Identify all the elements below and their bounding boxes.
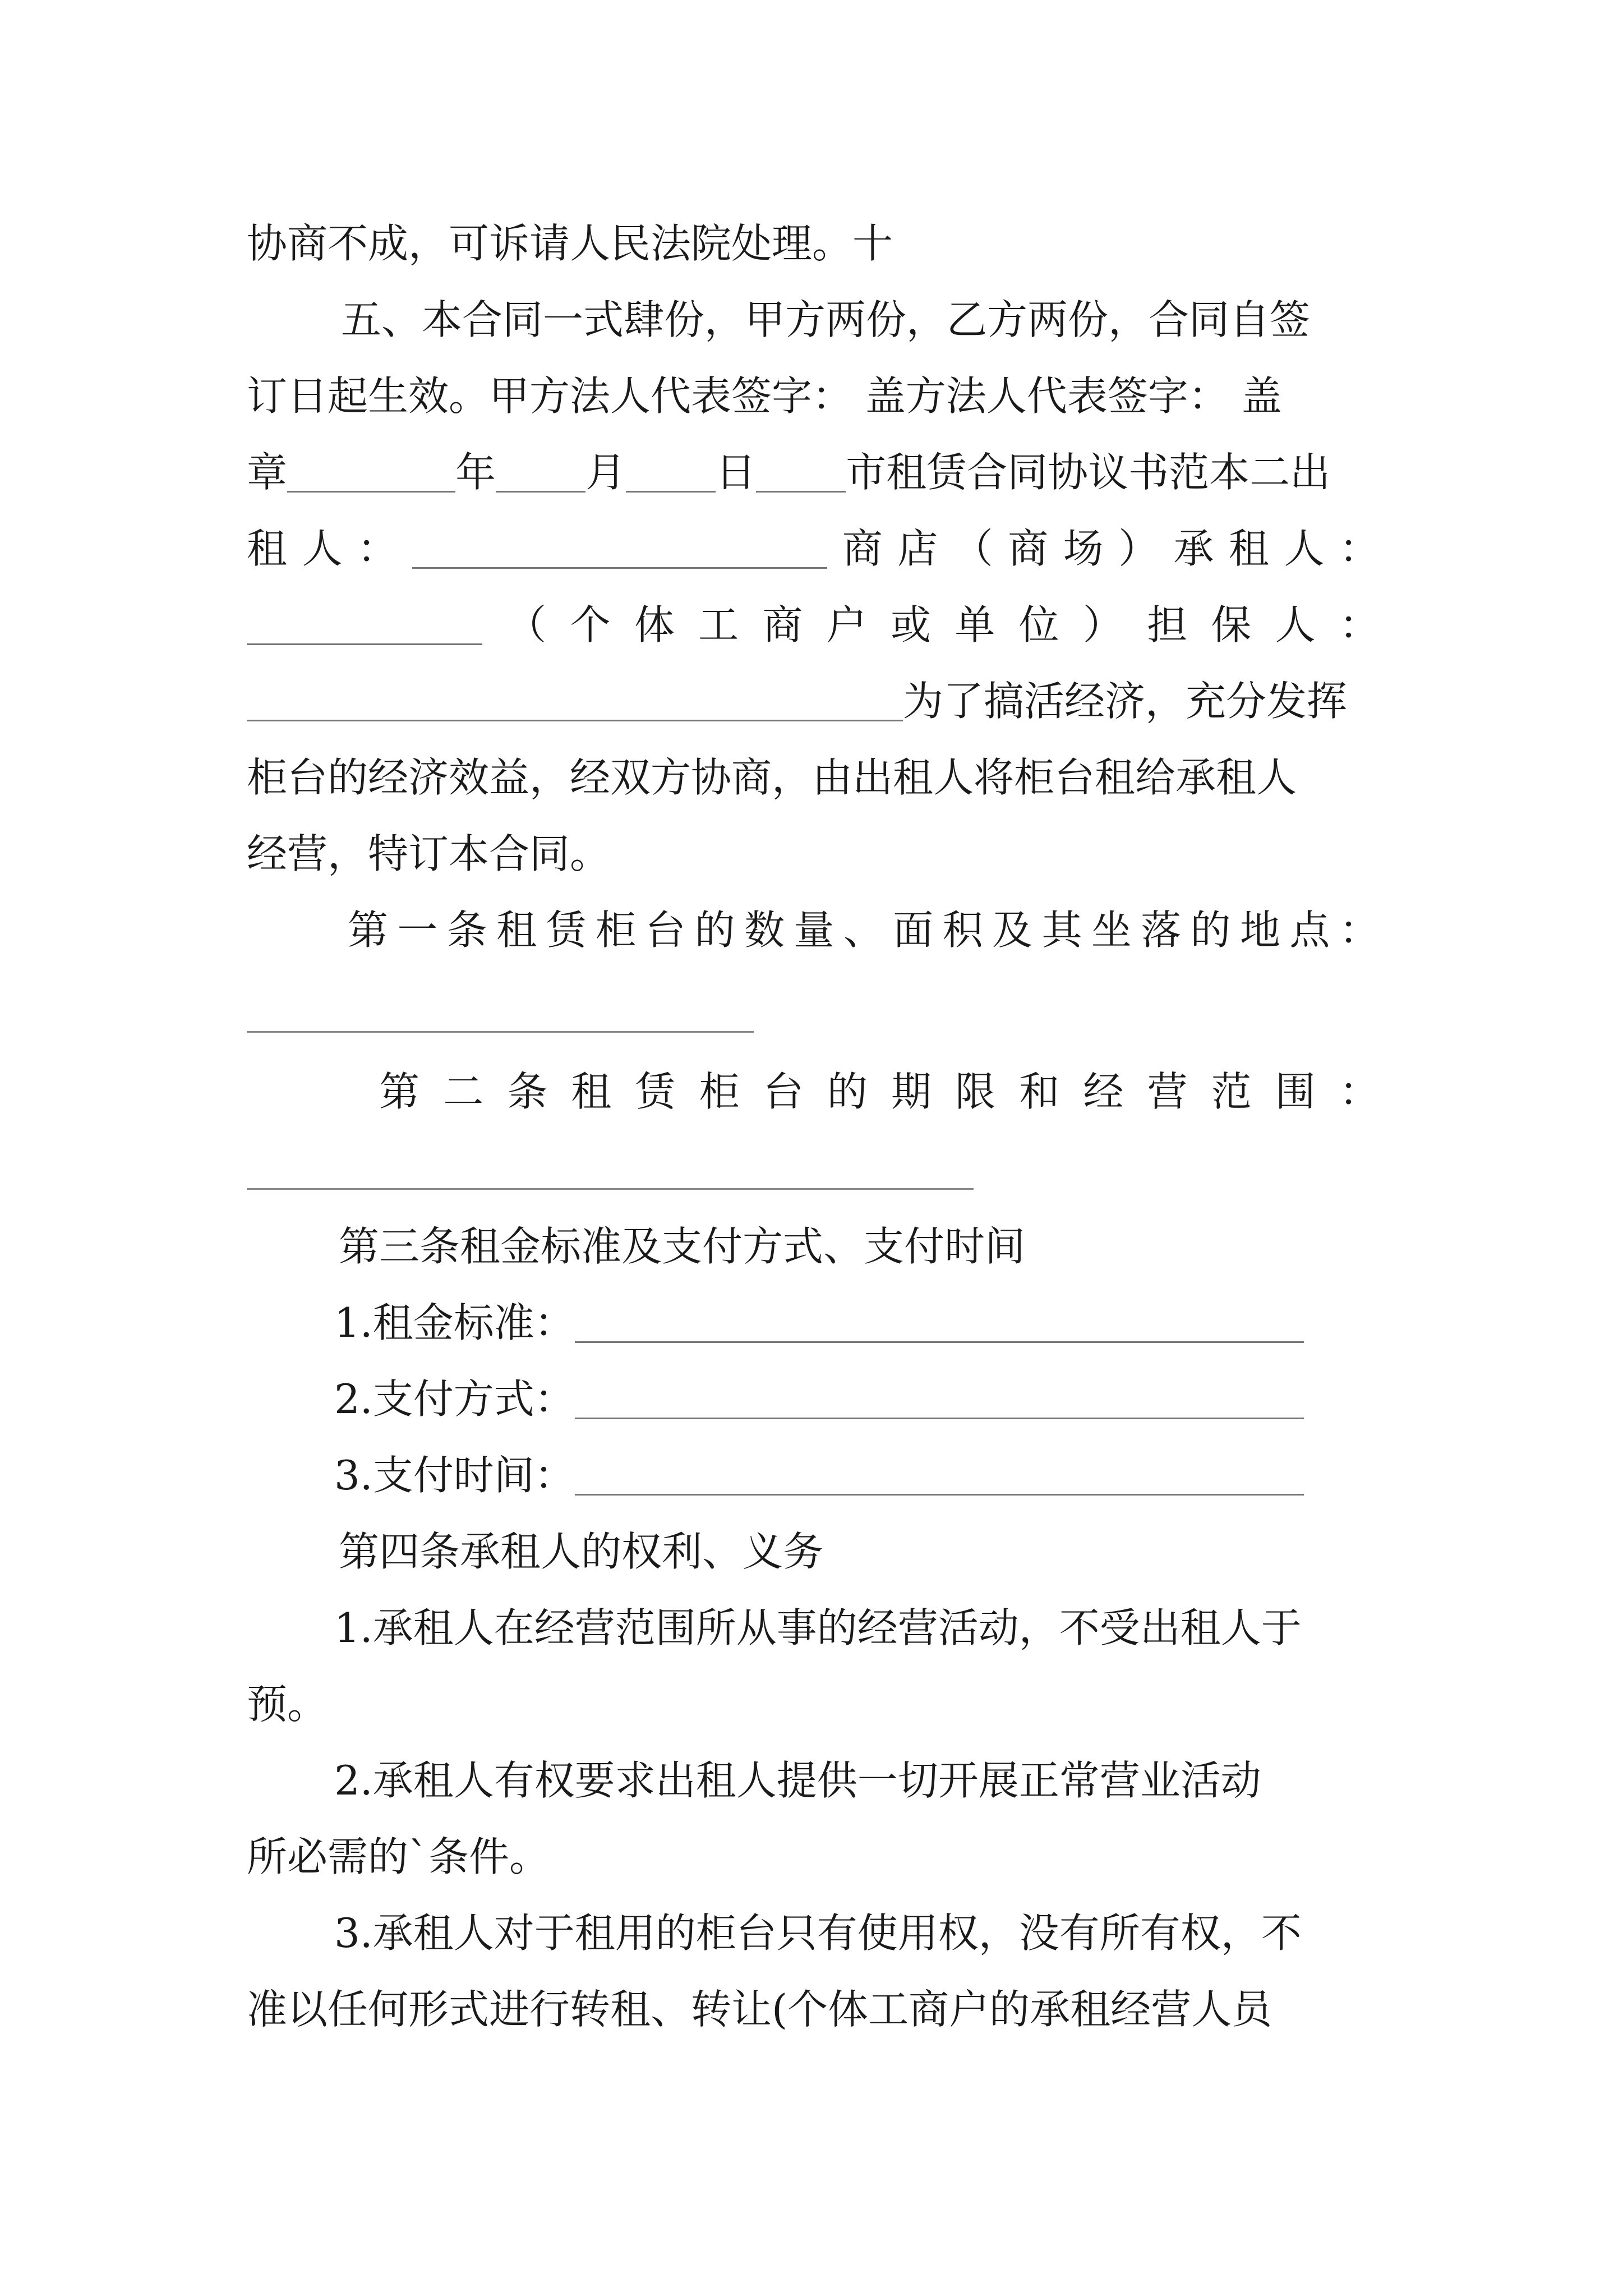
blank-line (247, 684, 903, 721)
line-text: 2.承租人有权要求出租人提供一切开展正常营业活动 (334, 1757, 1261, 1804)
line-text: 五、本合同一式肆份，甲方两份，乙方两份，合同自签 (341, 296, 1311, 343)
line-text: 经营，特订本合同。 (247, 830, 611, 877)
char: 围 (1275, 1068, 1316, 1115)
blank-line (575, 1382, 1304, 1419)
char: 落 (1141, 907, 1182, 954)
char: 台 (645, 907, 686, 954)
char: ： (1339, 907, 1380, 954)
char: 坐 (1091, 907, 1132, 954)
line-text: 第三条租金标准及支付方式、支付时间 (339, 1223, 1026, 1270)
line-text: 协商不成，可诉请人民法院处理。十 (247, 220, 893, 267)
char: 条 (446, 907, 487, 954)
text-line-13 (334, 1299, 1304, 1346)
blank-line (575, 1305, 1304, 1343)
char: 赁 (546, 907, 587, 954)
char: ： (1339, 601, 1380, 648)
char: 保 (1211, 601, 1252, 648)
blank-line (412, 531, 827, 569)
char: （ (506, 601, 547, 648)
char: 面 (893, 907, 934, 954)
text-line-18 (247, 1681, 328, 1728)
char: 一 (397, 907, 438, 954)
text-line-2 (341, 296, 1380, 343)
line-text: 订日起生效。甲方法人代表签字： 盖方法人代表签字： 盖 (247, 372, 1282, 420)
text-line-22 (247, 1986, 1272, 2033)
char: 租 (247, 525, 288, 572)
blank-line (287, 455, 455, 493)
char: 人 (1284, 525, 1325, 572)
char: ） (1118, 525, 1159, 572)
text-line-11 (379, 1068, 1380, 1115)
blank-rule (247, 1031, 754, 1033)
blank-line (496, 455, 585, 493)
text-line-8 (247, 754, 1297, 801)
char: 工 (698, 601, 739, 648)
char: 的 (694, 907, 735, 954)
text-line-1 (247, 220, 1380, 267)
char: 、 (843, 907, 884, 954)
text-line-14 (334, 1375, 1304, 1423)
line-text: 柜台的经济效益，经双方协商，由出租人将柜台租给承租人 (247, 754, 1297, 801)
char: 积 (942, 907, 983, 954)
char: 和 (1019, 1068, 1060, 1115)
blank-rule (247, 1188, 974, 1190)
blank-line (247, 608, 482, 645)
char: 场 (1063, 525, 1104, 572)
char: 商 (762, 601, 803, 648)
text-line-4 (247, 449, 1331, 496)
char: 柜 (699, 1068, 740, 1115)
char: 店 (897, 525, 938, 572)
line-text: 年 (455, 449, 496, 496)
char: 租 (496, 907, 537, 954)
text-line-21 (334, 1910, 1302, 1957)
char: 期 (891, 1068, 932, 1115)
text-line-6 (247, 601, 1380, 648)
line-text: 日 (716, 449, 757, 496)
char: 量 (794, 907, 834, 954)
char: 人 (302, 525, 343, 572)
char: 的 (827, 1068, 868, 1115)
char: 单 (955, 601, 995, 648)
text-line-12 (339, 1223, 1026, 1270)
text-line-16 (339, 1528, 824, 1575)
char: 人 (1275, 601, 1316, 648)
line-text: 准以任何形式进行转租、转让(个体工商户的承租经营人员 (247, 1986, 1272, 2033)
char: 商 (1008, 525, 1049, 572)
blank-line (756, 455, 846, 493)
char: ： (1339, 1068, 1380, 1115)
char: 及 (992, 907, 1033, 954)
char: 户 (826, 601, 867, 648)
char: 个 (570, 601, 611, 648)
char: 数 (744, 907, 785, 954)
text-line-9 (247, 830, 611, 877)
char: 地 (1240, 907, 1281, 954)
char: 担 (1147, 601, 1188, 648)
text-line-17 (334, 1604, 1302, 1651)
line-text: 3.支付时间： (334, 1452, 575, 1499)
text-line-20 (247, 1833, 550, 1880)
char: 第 (348, 907, 389, 954)
char: ） (1082, 601, 1123, 648)
line-text: 第四条承租人的权利、义务 (339, 1528, 824, 1575)
char: 条 (507, 1068, 548, 1115)
blank-line (626, 455, 716, 493)
char: 其 (1041, 907, 1082, 954)
char: ： (1339, 525, 1380, 572)
line-text: 所必需的`条件。 (247, 1833, 550, 1880)
line-text: 预。 (247, 1681, 328, 1728)
char: 限 (955, 1068, 996, 1115)
char: 位 (1018, 601, 1059, 648)
char: ： (357, 525, 398, 572)
text-line-5 (247, 525, 1380, 572)
text-line-19 (334, 1757, 1261, 1804)
char: 柜 (595, 907, 636, 954)
char: 台 (763, 1068, 804, 1115)
char: 承 (1173, 525, 1214, 572)
char: 赁 (635, 1068, 676, 1115)
char: 租 (571, 1068, 612, 1115)
char: 二 (443, 1068, 484, 1115)
line-text: 3.承租人对于租用的柜台只有使用权，没有所有权，不 (334, 1910, 1302, 1957)
line-text: 1.租金标准： (334, 1299, 575, 1346)
text-line-7 (247, 678, 1348, 725)
text-line-10 (348, 907, 1380, 954)
blank-line (575, 1458, 1304, 1496)
line-text: 市租赁合同协议书范本二出 (846, 449, 1331, 496)
char: 租 (1228, 525, 1269, 572)
char: 范 (1211, 1068, 1252, 1115)
char: 商 (842, 525, 883, 572)
text-line-15 (334, 1452, 1304, 1499)
char: 点 (1289, 907, 1330, 954)
char: 经 (1083, 1068, 1124, 1115)
char: 第 (379, 1068, 420, 1115)
text-line-3 (247, 372, 1282, 420)
line-text: 为了搞活经济，充分发挥 (903, 678, 1348, 725)
line-text: 2.支付方式： (334, 1375, 575, 1423)
line-text: 章 (247, 449, 288, 496)
char: 体 (634, 601, 675, 648)
char: 或 (890, 601, 931, 648)
char: （ (952, 525, 993, 572)
char: 营 (1147, 1068, 1188, 1115)
char: 的 (1190, 907, 1231, 954)
line-text: 1.承租人在经营范围所从事的经营活动，不受出租人于 (334, 1604, 1302, 1651)
line-text: 月 (585, 449, 626, 496)
